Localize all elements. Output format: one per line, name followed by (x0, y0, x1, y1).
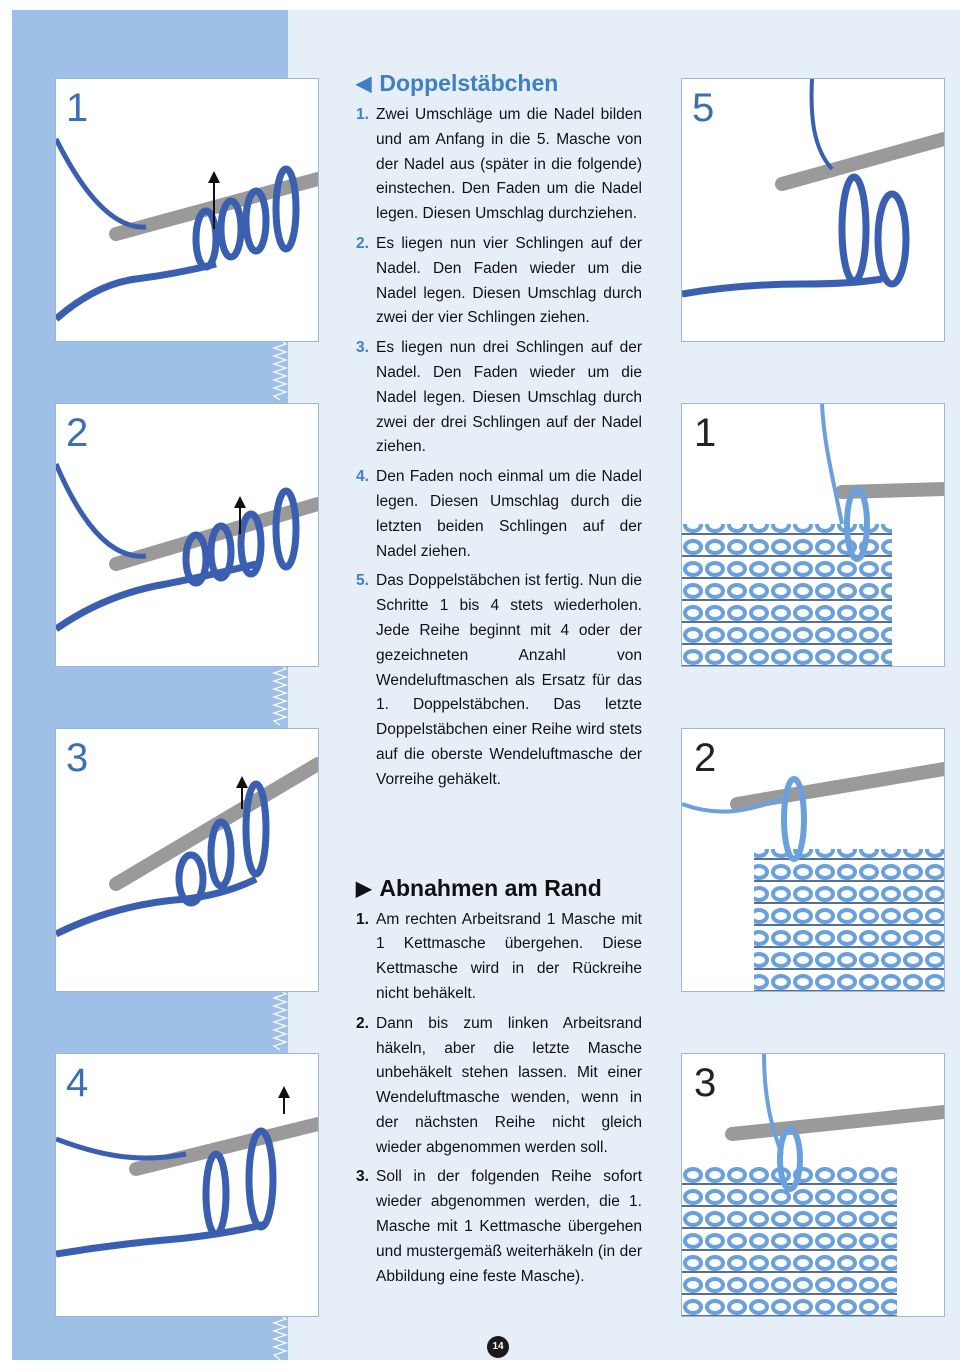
step-number: 1. (356, 106, 369, 123)
step-text: Dann bis zum linken Arbeitsrand häkeln, aber die letzte Masche unbehäkelt stehen lassen. Mit einer Wendeluftmasche wenden, wenn in der nächsten Reihe nicht gleich wieder abgenommen werden soll. (376, 1014, 642, 1156)
step-number: 5. (356, 572, 369, 590)
list-item (356, 569, 642, 792)
fabric-illustration-1 (681, 403, 945, 667)
page-number: 14 (487, 1336, 509, 1358)
step-text: Das Doppelstäbchen ist fertig. Nun die Schritte 1 bis 4 stets wiederholen. Jede Reihe beginnt mit 4 oder der gezeichneten Anzahl von Wendeluftmaschen als Ersatz für das 1. Doppelstäbchen. Das letzte Doppelstäbchen einer Reihe wird stets auf die oberste Wendeluftmasche der Vorreihe gehäkelt. (376, 572, 642, 788)
fabric-illustration-2 (681, 728, 945, 992)
list-item (356, 103, 642, 227)
step-number: 4. (356, 468, 369, 486)
crochet-illustration (56, 1054, 319, 1317)
section-title-doppelstaebchen (356, 70, 642, 97)
step-number: 1. (356, 910, 369, 928)
crochet-illustration (682, 1054, 945, 1317)
crochet-illustration (56, 404, 319, 667)
crochet-illustration (56, 729, 319, 992)
step-number: 3. (356, 339, 369, 357)
list-item (356, 232, 642, 331)
list-item (356, 465, 642, 564)
panel-number: 1 (66, 86, 89, 130)
section-title-text: Abnahmen am Rand (379, 874, 602, 901)
step-list-doppelstaebchen (356, 103, 642, 793)
step-number: 3. (356, 1168, 369, 1186)
step-text: Zwei Umschläge um die Nadel bilden und am Anfang in die 5. Masche von der Nadel aus (später in die folgende) einstechen. Den Faden um die Nadel legen. Diesen Umschlag durchziehen. (376, 106, 642, 223)
list-item (356, 1165, 642, 1289)
instruction-column (356, 70, 642, 1294)
panel-number: 4 (66, 1061, 89, 1105)
step-number: 2. (356, 234, 369, 252)
step-text: Am rechten Arbeitsrand 1 Masche mit 1 Kettmasche übergehen. Diese Kettmasche wird in der Rückreihe nicht behäkelt. (376, 910, 642, 1002)
crochet-illustration (682, 729, 945, 992)
step-illustration-1 (55, 78, 319, 342)
step-illustration-5 (681, 78, 945, 342)
panel-number: 2 (694, 736, 717, 780)
crochet-illustration (56, 79, 319, 342)
section-title-text: Doppelstäbchen (379, 70, 559, 96)
step-illustration-2 (55, 403, 319, 667)
list-item (356, 908, 642, 1007)
step-text: Soll in der folgenden Reihe sofort wieder abgenommen werden, die 1. Masche mit 1 Kettmasche übergehen und mustergemäß weiterhäkeln (in der Abbildung eine feste Masche). (376, 1168, 642, 1285)
step-list-abnahmen (356, 908, 642, 1290)
step-illustration-4 (55, 1053, 319, 1317)
fabric-illustration-3 (681, 1053, 945, 1317)
panel-number: 2 (66, 411, 89, 455)
step-text: Den Faden noch einmal um die Nadel legen. Diesen Umschlag durch die letzten beiden Schlingen auf der Nadel ziehen. (376, 468, 642, 560)
list-item (356, 1012, 642, 1161)
crochet-illustration (682, 79, 945, 342)
panel-number: 5 (692, 86, 715, 130)
crochet-illustration (682, 404, 945, 667)
triangle-left-icon: ◀ (356, 73, 372, 95)
step-illustration-3 (55, 728, 319, 992)
step-text: Es liegen nun drei Schlingen auf der Nadel. Den Faden wieder um die Nadel legen. Diesen Umschlag durch zwei der drei Schlingen auf der Nadel ziehen. (376, 339, 642, 456)
step-text: Es liegen nun vier Schlingen auf der Nadel. Den Faden wieder um die Nadel legen. Diesen Umschlag durch zwei der vier Schlingen ziehen. (376, 234, 642, 327)
list-item (356, 336, 642, 460)
step-number: 2. (356, 1014, 369, 1032)
panel-number: 1 (694, 411, 717, 455)
panel-number: 3 (66, 736, 89, 780)
section-title-abnahmen (356, 875, 642, 902)
triangle-right-icon: ▶ (356, 877, 372, 900)
panel-number: 3 (694, 1061, 717, 1105)
